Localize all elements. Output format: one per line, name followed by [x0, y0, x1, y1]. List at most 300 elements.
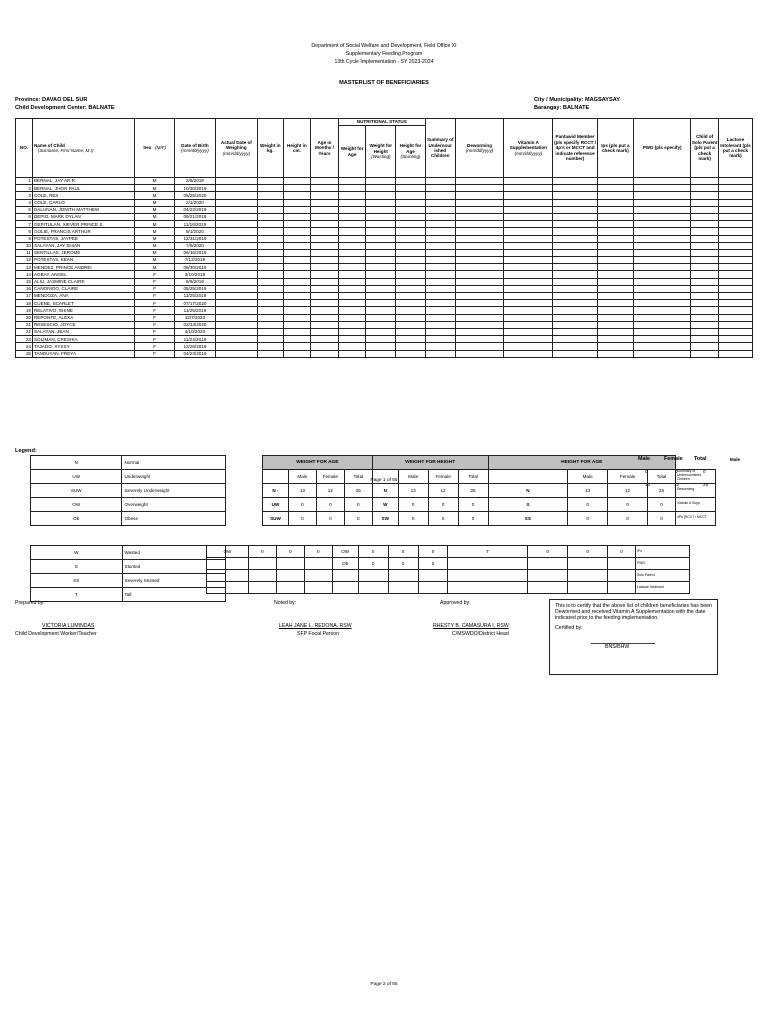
row-name: SALAYAN, JEAN [32, 328, 134, 335]
barangay-label: Barangay: BALNATE [534, 105, 590, 111]
row-empty-cell [425, 213, 455, 220]
row-sex: F [134, 343, 174, 350]
legend-desc: Overweight [122, 498, 226, 512]
row-empty-cell [338, 249, 366, 256]
row-sex: M [134, 221, 174, 228]
col-hfa: Height for Age (Stunting) [396, 126, 426, 178]
row-no: 8 [16, 228, 33, 235]
row-empty-cell [504, 300, 553, 307]
summary-cell: 0 [288, 497, 316, 511]
row-no: 9 [16, 235, 33, 242]
row-empty-cell [718, 257, 752, 264]
summary-cell: 0 [304, 546, 332, 558]
row-empty-cell [338, 257, 366, 264]
row-empty-cell [633, 185, 690, 192]
summary-row [263, 497, 716, 511]
row-empty-cell [455, 278, 504, 285]
row-empty-cell [633, 242, 690, 249]
col-ips: Ips (pls put a check mark) [597, 119, 633, 178]
legend-label: Legend: [15, 448, 37, 454]
row-empty-cell [504, 192, 553, 199]
summary-cell: S [488, 497, 568, 511]
row-dob: 12/26/2018 [175, 343, 215, 350]
row-empty-cell [718, 228, 752, 235]
city-label: City / Municipality: MAGSAYSAY [534, 97, 620, 103]
row-empty-cell [718, 293, 752, 300]
province-label: Province: DAVAO DEL SUR [15, 97, 88, 103]
row-empty-cell [366, 192, 396, 199]
row-sex: M [134, 192, 174, 199]
summary-cell: 0 [648, 511, 676, 525]
row-empty-cell [338, 336, 366, 343]
row-empty-cell [215, 221, 257, 228]
row-empty-cell [366, 343, 396, 350]
summary-cell: T [448, 546, 528, 558]
row-empty-cell [338, 242, 366, 249]
approved-label: Approved by: [440, 600, 471, 606]
row-empty-cell [338, 271, 366, 278]
row-name: SOLIMAN, CRESHIA [32, 336, 134, 343]
summary-cell: W [372, 497, 398, 511]
row-no: 7 [16, 221, 33, 228]
row-empty-cell [691, 293, 719, 300]
row-empty-cell [597, 271, 633, 278]
row-empty-cell [366, 235, 396, 242]
summary-cell: 0 [398, 497, 428, 511]
row-empty-cell [215, 206, 257, 213]
row-empty-cell [215, 285, 257, 292]
row-empty-cell [366, 185, 396, 192]
col-pwd: PWD (pls specify) [633, 119, 690, 178]
row-name: GOLIE, FRANCIS ARTHUR [32, 228, 134, 235]
page-number-1: Page 1 of 65 [370, 478, 398, 483]
row-empty-cell [311, 278, 339, 285]
row-empty-cell [691, 221, 719, 228]
summary-cell: N - [263, 483, 289, 497]
row-dob: 02/13/2020 [175, 321, 215, 328]
row-dob: 09/21/2019 [175, 213, 215, 220]
table-row [16, 278, 753, 285]
row-empty-cell [553, 242, 598, 249]
row-name: DALUNAN, JONITH MATTHEW [32, 206, 134, 213]
col-no: NO. [16, 119, 33, 178]
col-sex: Sex (M/F) [134, 119, 174, 178]
row-empty-cell [366, 278, 396, 285]
row-no: 16 [16, 285, 33, 292]
table-row [16, 249, 753, 256]
summary-cell: 0 [458, 497, 488, 511]
row-empty-cell [396, 199, 426, 206]
row-empty-cell [553, 264, 598, 271]
noted-role: SFP Focal Person [297, 631, 339, 637]
legend-desc: Severely Stunted [122, 574, 226, 588]
row-empty-cell [553, 271, 598, 278]
row-empty-cell [311, 213, 339, 220]
row-empty-cell [718, 264, 752, 271]
col-nutritional-status: NUTRITIONAL STATUS [338, 119, 425, 126]
row-name: TAJADO, XYXSY [32, 343, 134, 350]
summary-cell: 0 [608, 546, 636, 558]
legend-row [31, 498, 226, 512]
legend-code: UW [31, 470, 122, 484]
row-name: AGBAY, ANGEL [32, 271, 134, 278]
row-empty-cell [283, 307, 311, 314]
beneficiary-table [15, 118, 753, 358]
summary-cell: 0 [276, 546, 304, 558]
row-empty-cell [718, 278, 752, 285]
row-empty-cell [425, 278, 455, 285]
row-empty-cell [311, 185, 339, 192]
row-empty-cell [366, 228, 396, 235]
row-empty-cell [311, 235, 339, 242]
row-dob: 2/1/2020 [175, 199, 215, 206]
summary-cell [608, 582, 636, 594]
row-empty-cell [366, 249, 396, 256]
summary-cell: OW [332, 546, 358, 558]
summary-cell: Vitamin A Supp [675, 497, 715, 511]
table-row [16, 192, 753, 199]
row-empty-cell [338, 264, 366, 271]
row-empty-cell [553, 350, 598, 357]
row-sex: F [134, 293, 174, 300]
summary-cell [358, 570, 388, 582]
row-empty-cell [396, 178, 426, 185]
row-empty-cell [311, 328, 339, 335]
side-summary-value: 13 [645, 482, 651, 487]
row-empty-cell [311, 336, 339, 343]
row-empty-cell [633, 178, 690, 185]
row-empty-cell [215, 293, 257, 300]
col-wfa: Weight for Age [338, 126, 366, 178]
row-empty-cell [258, 271, 283, 278]
row-name: DEPIO, MARK DYLAN [32, 213, 134, 220]
table-row [16, 350, 753, 357]
row-empty-cell [311, 285, 339, 292]
certified-by-label: Certified by: [555, 624, 583, 631]
summary-total: Total [458, 469, 488, 483]
row-empty-cell [396, 221, 426, 228]
summary-table-2 [206, 545, 690, 594]
row-empty-cell [597, 192, 633, 199]
row-empty-cell [258, 228, 283, 235]
row-empty-cell [283, 235, 311, 242]
row-empty-cell [597, 278, 633, 285]
row-empty-cell [597, 307, 633, 314]
row-empty-cell [258, 257, 283, 264]
row-empty-cell [366, 199, 396, 206]
col-height: Height in cm. [283, 119, 311, 178]
prepared-label: Prepared by: [15, 600, 45, 606]
summary-cell: 0 [608, 497, 648, 511]
row-empty-cell [311, 350, 339, 357]
row-empty-cell [691, 228, 719, 235]
row-sex: F [134, 328, 174, 335]
row-no: 1 [16, 178, 33, 185]
row-empty-cell [366, 264, 396, 271]
row-empty-cell [553, 206, 598, 213]
summary-total: Total [344, 469, 372, 483]
col-lactose: Lactose Intolerant (pls put a check mark) [718, 119, 752, 178]
row-empty-cell [718, 336, 752, 343]
row-empty-cell [338, 321, 366, 328]
row-empty-cell [504, 336, 553, 343]
row-empty-cell [633, 278, 690, 285]
row-empty-cell [338, 350, 366, 357]
col-summary: Summary of Undernour ished Children [425, 119, 455, 178]
row-dob: 11/25/2019 [175, 293, 215, 300]
summary-cell [448, 582, 528, 594]
summary-cell [332, 582, 358, 594]
row-name: REPONTE, ALEXA [32, 314, 134, 321]
row-empty-cell [597, 285, 633, 292]
table-row [16, 242, 753, 249]
legend-code: OW [31, 498, 122, 512]
row-empty-cell [215, 199, 257, 206]
row-empty-cell [366, 300, 396, 307]
row-no: 14 [16, 271, 33, 278]
row-no: 11 [16, 249, 33, 256]
row-sex: M [134, 185, 174, 192]
summary-row [263, 511, 716, 525]
summary-cell: 0 [388, 546, 418, 558]
row-empty-cell [597, 199, 633, 206]
page-number-2: Page 2 of 65 [370, 982, 398, 987]
row-empty-cell [553, 192, 598, 199]
row-empty-cell [283, 343, 311, 350]
row-empty-cell [691, 285, 719, 292]
summary-cell: 12 [316, 483, 344, 497]
summary-cell [358, 582, 388, 594]
row-empty-cell [553, 249, 598, 256]
row-name: SALAYAN, JAY SHIAN [32, 242, 134, 249]
row-name: RELATIVO, SHINE [32, 307, 134, 314]
legend-desc: Tall [122, 588, 226, 602]
row-empty-cell [633, 249, 690, 256]
row-dob: 3/10/2019 [175, 271, 215, 278]
row-empty-cell [283, 314, 311, 321]
row-dob: 11/24/2019 [175, 336, 215, 343]
row-empty-cell [553, 185, 598, 192]
summary-male: Male [568, 469, 608, 483]
row-empty-cell [396, 314, 426, 321]
col-dob: Date of Birth (mm/dd/yyyy) [175, 119, 215, 178]
row-empty-cell [553, 235, 598, 242]
row-empty-cell [455, 257, 504, 264]
row-name: COLE, CARLO [32, 199, 134, 206]
noted-name: LEAH JANE L. REDONA, RSW [279, 623, 352, 629]
table-row [16, 235, 753, 242]
row-empty-cell [718, 221, 752, 228]
summary-table [262, 455, 716, 526]
row-empty-cell [455, 350, 504, 357]
row-empty-cell [718, 192, 752, 199]
row-no: 18 [16, 300, 33, 307]
row-sex: M [134, 249, 174, 256]
row-empty-cell [311, 192, 339, 199]
row-empty-cell [691, 235, 719, 242]
table-row [16, 336, 753, 343]
summary-cell [304, 582, 332, 594]
row-no: 13 [16, 264, 33, 271]
summary-cell: Ob [332, 558, 358, 570]
row-empty-cell [633, 213, 690, 220]
row-empty-cell [366, 206, 396, 213]
row-empty-cell [215, 185, 257, 192]
row-empty-cell [396, 336, 426, 343]
row-empty-cell [311, 293, 339, 300]
row-empty-cell [504, 343, 553, 350]
summary-total: Total [648, 469, 676, 483]
summary-cell [248, 582, 276, 594]
side-male: Male [638, 456, 650, 462]
row-name: CANONIGO, CLAIRE [32, 285, 134, 292]
row-empty-cell [597, 321, 633, 328]
row-empty-cell [258, 242, 283, 249]
summary-cell [304, 558, 332, 570]
row-empty-cell [597, 343, 633, 350]
row-empty-cell [425, 178, 455, 185]
row-empty-cell [283, 285, 311, 292]
row-empty-cell [366, 293, 396, 300]
row-empty-cell [691, 350, 719, 357]
summary-wfa-header: WEIGHT FOR AGE [263, 456, 373, 470]
row-empty-cell [597, 185, 633, 192]
row-empty-cell [338, 300, 366, 307]
summary-cell: 25 [458, 483, 488, 497]
table-row [16, 206, 753, 213]
table-row [16, 257, 753, 264]
row-empty-cell [718, 343, 752, 350]
row-empty-cell [425, 235, 455, 242]
under-female: 0 [675, 469, 678, 474]
row-empty-cell [366, 314, 396, 321]
row-empty-cell [691, 213, 719, 220]
row-empty-cell [311, 206, 339, 213]
row-empty-cell [215, 278, 257, 285]
summary-cell [332, 570, 358, 582]
cdc-label: Child Development Center: BALNATE [15, 105, 115, 111]
summary-cell [448, 570, 528, 582]
row-empty-cell [455, 192, 504, 199]
legend-code: N [31, 456, 122, 470]
program-line: Supplementary Feeding Program [345, 51, 423, 57]
legend-code: SUW [31, 484, 122, 498]
row-empty-cell [366, 321, 396, 328]
row-empty-cell [718, 321, 752, 328]
summary-cell [568, 570, 608, 582]
col-pantawid: Pantawid Member (pls specify RCCT / 4p's or MCCT and indicate reference number) [553, 119, 598, 178]
summary-cell: Lactose Intolerant [635, 582, 689, 594]
table-row [16, 314, 753, 321]
summary-female: Female [428, 469, 458, 483]
row-empty-cell [215, 350, 257, 357]
row-no: 24 [16, 343, 33, 350]
summary-cell: N [372, 483, 398, 497]
table-row [16, 285, 753, 292]
row-empty-cell [396, 264, 426, 271]
row-empty-cell [366, 285, 396, 292]
row-empty-cell [311, 271, 339, 278]
row-empty-cell [258, 235, 283, 242]
row-empty-cell [338, 314, 366, 321]
legend-code: SS [31, 574, 123, 588]
row-sex: M [134, 199, 174, 206]
summary-cell: 25 [648, 483, 676, 497]
row-empty-cell [504, 199, 553, 206]
summary-hfa-header: HEIGHT FOR AGE [488, 456, 675, 470]
row-empty-cell [425, 350, 455, 357]
document-title: MASTERLIST OF BENEFICIARIES [339, 80, 429, 86]
summary-cell [276, 582, 304, 594]
row-empty-cell [597, 242, 633, 249]
row-empty-cell [455, 285, 504, 292]
summary-cell: 25 [344, 483, 372, 497]
row-name: BERNAL, JAY AR R. [32, 178, 134, 185]
row-empty-cell [366, 307, 396, 314]
summary-cell: 0 [418, 558, 448, 570]
row-sex: F [134, 271, 174, 278]
row-sex: F [134, 285, 174, 292]
row-empty-cell [258, 206, 283, 213]
row-no: 6 [16, 213, 33, 220]
table-row [16, 271, 753, 278]
row-empty-cell [691, 328, 719, 335]
row-empty-cell [718, 206, 752, 213]
row-empty-cell [396, 249, 426, 256]
summary-cell: Solo Parent [635, 570, 689, 582]
row-empty-cell [396, 321, 426, 328]
row-empty-cell [215, 235, 257, 242]
row-empty-cell [455, 314, 504, 321]
summary-cell: 0 [248, 546, 276, 558]
row-empty-cell [455, 185, 504, 192]
row-empty-cell [504, 278, 553, 285]
summary-cell: SW [372, 511, 398, 525]
row-empty-cell [455, 307, 504, 314]
row-empty-cell [633, 293, 690, 300]
row-empty-cell [283, 321, 311, 328]
row-empty-cell [691, 321, 719, 328]
summary-female: Female [608, 469, 648, 483]
row-dob: 05/25/2020 [175, 192, 215, 199]
row-empty-cell [258, 350, 283, 357]
summary-cell [207, 582, 249, 594]
legend-desc: Obese [122, 512, 226, 526]
row-empty-cell [504, 213, 553, 220]
row-empty-cell [258, 192, 283, 199]
summary-cell [248, 570, 276, 582]
row-no: 22 [16, 328, 33, 335]
row-empty-cell [691, 199, 719, 206]
row-empty-cell [311, 300, 339, 307]
side-total: Total [694, 456, 707, 462]
row-empty-cell [366, 213, 396, 220]
row-empty-cell [215, 257, 257, 264]
summary-cell [248, 558, 276, 570]
row-dob: 7/12/2019 [175, 257, 215, 264]
row-empty-cell [338, 206, 366, 213]
row-empty-cell [425, 249, 455, 256]
legend-row [31, 560, 226, 574]
row-name: CUENE, SCARLET [32, 300, 134, 307]
summary-cell: UW [263, 497, 289, 511]
row-empty-cell [597, 328, 633, 335]
row-empty-cell [425, 314, 455, 321]
row-empty-cell [455, 235, 504, 242]
under-male: 0 [645, 469, 648, 474]
row-empty-cell [504, 257, 553, 264]
col-age: Age in Months / Years [311, 119, 339, 178]
